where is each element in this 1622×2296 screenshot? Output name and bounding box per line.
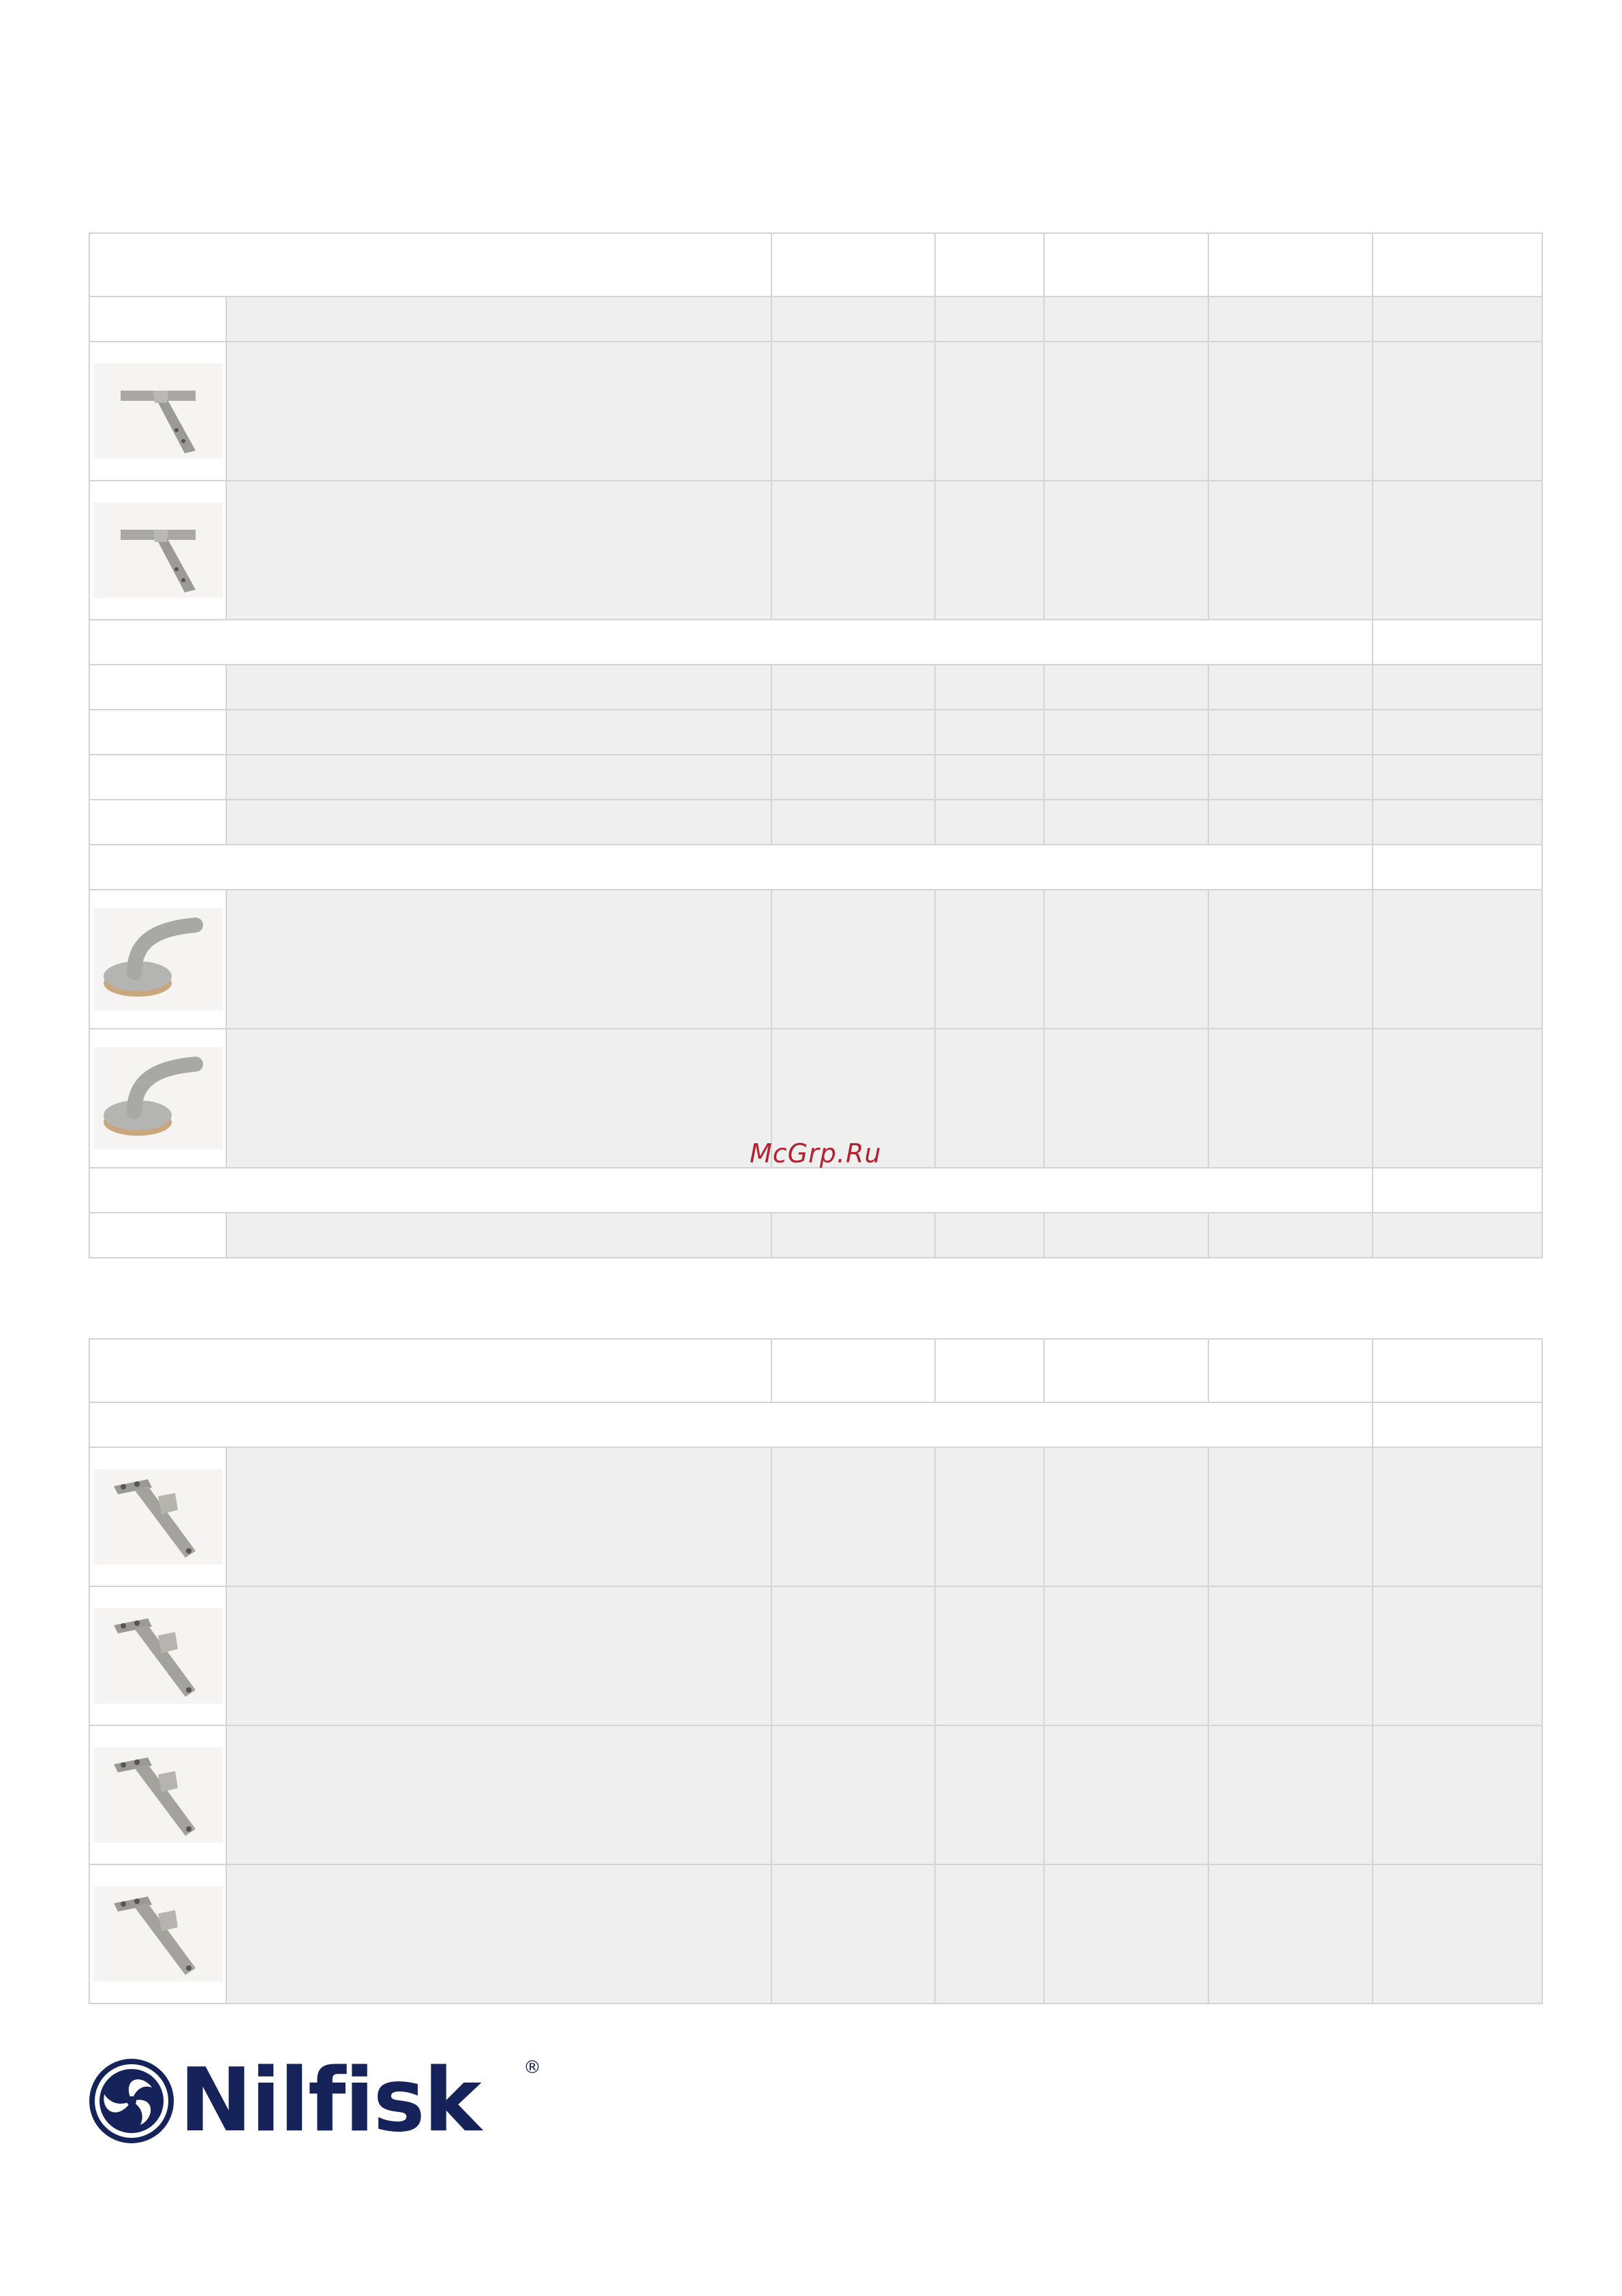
table-row [89,342,1542,481]
table-cell [226,755,771,800]
table-header [89,1339,1542,1402]
product-thumbnail [89,342,226,481]
table-cell [771,1864,935,2004]
nilfisk-emblem-icon [87,2057,176,2145]
section-cell [89,1402,1373,1447]
table-cell [1208,1029,1373,1168]
table-cell [89,710,226,755]
table-cell [1044,890,1208,1029]
table-cell [1044,710,1208,755]
table-cell [1373,481,1542,620]
table-cell [1373,297,1542,342]
table-cell [1208,890,1373,1029]
table-cell [1373,665,1542,710]
table-cell [935,1339,1044,1402]
brand-name: Nilfisk [179,2050,480,2151]
table-header [89,233,1542,297]
mount-bar-icon [93,1608,223,1704]
table-row [89,890,1542,1029]
swivel-castor-icon [93,908,223,1010]
table-cell [771,1213,935,1258]
product-thumbnail [89,481,226,620]
product-thumbnail [89,1725,226,1864]
table-row [89,755,1542,800]
table-cell [1208,665,1373,710]
table-cell [1373,1029,1542,1168]
table-cell [89,800,226,845]
mount-bar-icon [93,1747,223,1843]
parts-table-1 [89,232,1543,1258]
table-cell [89,755,226,800]
table-cell [1044,755,1208,800]
table-cell [226,890,771,1029]
table-row [89,800,1542,845]
table-cell [935,1029,1044,1168]
table-cell [1044,1447,1208,1586]
table-cell [1208,1213,1373,1258]
table-cell [1044,1864,1208,2004]
header-cell [1208,233,1373,297]
row-lead-cell [89,297,226,342]
header-cell [935,233,1044,297]
table-cell [935,1447,1044,1586]
table-cell [1044,1725,1208,1864]
table-cell [1044,481,1208,620]
table-cell [1044,1586,1208,1725]
product-thumbnail [89,1447,226,1586]
table-cell [935,1725,1044,1864]
product-thumbnail [89,890,226,1029]
table-cell [771,890,935,1029]
table-cell [935,1213,1044,1258]
table-cell [1373,1864,1542,2004]
table-row [89,1864,1542,2004]
table-cell [771,665,935,710]
table-cell [1373,1447,1542,1586]
table-row [89,1586,1542,1725]
section-row [89,620,1542,665]
table-cell [935,1586,1044,1725]
section-row [89,1168,1542,1213]
registered-mark: ® [523,2057,541,2078]
table-cell [1208,1339,1373,1402]
table-cell [1373,1402,1542,1447]
table-cell [226,665,771,710]
table-cell [226,342,771,481]
table-cell [226,1447,771,1586]
table-cell [1373,342,1542,481]
table-cell [1373,755,1542,800]
table-cell [1373,890,1542,1029]
squeegee-bracket-icon [93,363,223,459]
table-cell [1208,1586,1373,1725]
header-cell [1044,233,1208,297]
header-cell [1373,233,1542,297]
section-cell [89,1168,1373,1213]
table-row [89,710,1542,755]
product-thumbnail [89,1029,226,1168]
table-cell [935,710,1044,755]
table-row [89,1213,1542,1258]
table-cell [935,665,1044,710]
table-cell [1208,1447,1373,1586]
mount-bar-icon [93,1469,223,1565]
table-cell [935,1864,1044,2004]
table-cell [1208,342,1373,481]
swivel-castor-icon [93,1047,223,1149]
section-row [89,1402,1542,1447]
table-cell [89,665,226,710]
table-cell [1208,481,1373,620]
table-cell [1208,800,1373,845]
table-cell [226,297,771,342]
table-cell [226,1864,771,2004]
table-cell [935,342,1044,481]
table-cell [1373,710,1542,755]
table-cell [771,710,935,755]
table-cell [771,1447,935,1586]
table-cell [1044,1029,1208,1168]
parts-table-2 [89,1338,1543,2004]
table-cell [935,800,1044,845]
header-cell [771,233,935,297]
table-cell [771,342,935,481]
table-cell [1208,710,1373,755]
table-cell [1208,755,1373,800]
table-cell [1208,1725,1373,1864]
table-cell [1373,800,1542,845]
table-cell [771,1339,935,1402]
product-thumbnail [89,1864,226,2004]
table-row [89,1725,1542,1864]
table-cell [1044,1339,1208,1402]
table-cell [771,1725,935,1864]
table-cell [1044,665,1208,710]
table-cell [1044,800,1208,845]
table-row [89,297,1542,342]
section-cell [89,845,1373,890]
table-cell [1044,297,1208,342]
table-cell [1044,1213,1208,1258]
squeegee-bracket-icon [93,502,223,598]
table-cell [1373,1339,1542,1402]
header-cell [89,1339,771,1402]
table-cell [226,1725,771,1864]
table-cell [771,800,935,845]
table-cell [1373,1168,1542,1213]
table-cell [771,1586,935,1725]
table-cell [771,297,935,342]
table-cell [935,755,1044,800]
table-cell [226,1029,771,1168]
table-cell [1373,845,1542,890]
table-cell [935,297,1044,342]
table-cell [226,481,771,620]
watermark-text: McGrp.Ru [750,1138,882,1168]
nilfisk-logo [87,2050,551,2151]
mount-bar-icon [93,1886,223,1982]
table-cell [226,710,771,755]
table-cell [226,800,771,845]
table-cell [1373,620,1542,665]
table-cell [771,481,935,620]
table-cell [1373,1213,1542,1258]
table-row [89,665,1542,710]
table-cell [771,755,935,800]
table-cell [1208,297,1373,342]
table-cell [1373,1586,1542,1725]
table-cell [935,890,1044,1029]
table-cell [89,1213,226,1258]
table-cell [935,481,1044,620]
table-cell [1044,342,1208,481]
section-cell [89,620,1373,665]
header-cell [89,233,771,297]
table-cell [1208,1864,1373,2004]
table-row [89,481,1542,620]
product-thumbnail [89,1586,226,1725]
table-cell [226,1213,771,1258]
section-row [89,845,1542,890]
table-cell [226,1586,771,1725]
table-row [89,1447,1542,1586]
table-cell [1373,1725,1542,1864]
